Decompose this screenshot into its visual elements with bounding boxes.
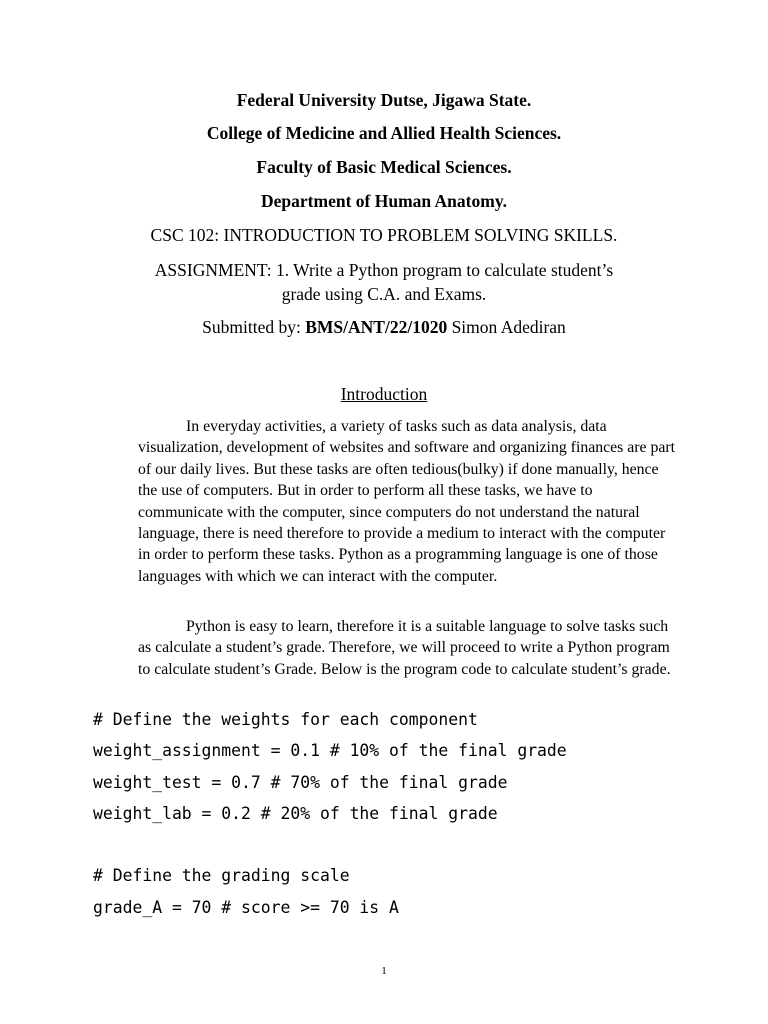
page-number: 1 <box>381 965 387 977</box>
university-name: Federal University Dutse, Jigawa State. <box>236 90 532 110</box>
code-line: weight_test = 0.7 # 70% of the final grade <box>93 773 508 792</box>
code-line: # Define the weights for each component <box>93 710 478 729</box>
department-name: Department of Human Anatomy. <box>261 191 507 211</box>
college-name: College of Medicine and Allied Health Sciences. <box>206 123 562 143</box>
student-name: Simon Adediran <box>447 317 566 337</box>
student-id: BMS/ANT/22/1020 <box>305 317 448 337</box>
assignment-line-1: ASSIGNMENT: 1. Write a Python program to calculate student’s <box>154 260 614 280</box>
introduction-heading: Introduction <box>340 384 428 404</box>
code-line: weight_assignment = 0.1 # 10% of the final grade <box>93 741 567 760</box>
paragraph-1-text: In everyday activities, a variety of tasks such as data analysis, data visualization, development of websites and software and organizing finances are part of our daily lives. But these tasks are often tedious(bulky) if done manually, hence the use of computers. But in order to perform all these tasks, we have to communicate with the computer, since computers do not understand the natural language, there is need therefore to provide a medium to interact with the computer in order to perform these tasks. Python as a programming language is one of those languages with which we can interact with the computer. <box>138 418 676 585</box>
introduction-paragraph-1 <box>138 416 676 587</box>
assignment-title <box>0 258 768 306</box>
code-line: # Define the grading scale <box>93 866 350 885</box>
code-line: weight_lab = 0.2 # 20% of the final grade <box>93 804 498 823</box>
paragraph-2-text: Python is easy to learn, therefore it is a suitable language to solve tasks such as calculate a student’s grade. Therefore, we will proceed to write a Python program to calculate student’s Grade. Below is the program code to calculate student’s grade. <box>138 618 671 678</box>
submitted-by <box>0 316 768 338</box>
faculty-name: Faculty of Basic Medical Sciences. <box>256 157 512 177</box>
course-title: CSC 102: INTRODUCTION TO PROBLEM SOLVING SKILLS. <box>150 225 618 245</box>
assignment-line-2: grade using C.A. and Exams. <box>281 284 487 304</box>
introduction-paragraph-2 <box>138 616 676 680</box>
submitted-by-label: Submitted by: <box>202 317 306 337</box>
code-line: grade_A = 70 # score >= 70 is A <box>93 898 399 917</box>
